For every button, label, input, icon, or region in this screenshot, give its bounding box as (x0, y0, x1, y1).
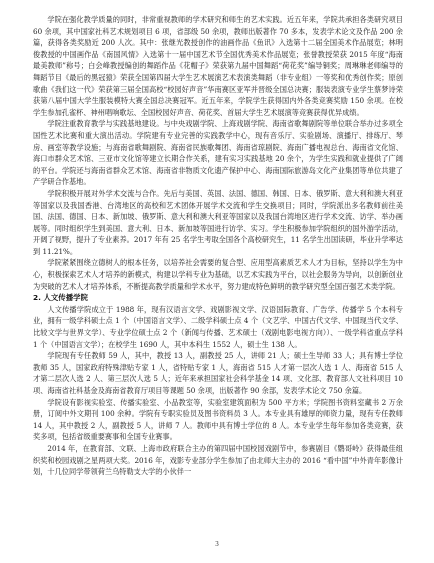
page-body (33, 14, 403, 478)
section-paragraph-faculty: 学院现有专任教师 59 人，其中，教授 13 人，副教授 25 人，讲师 21 人；硕士生导师 33 人；具有博士学位教师 35 人，国家政府特殊津贴专家 1 人，省特贴专家 1 人，海南省 515 人才第一层次人选 1 人、海南省 515 人才第二层次人选 2 人、第三层次人选 5 人；近年来承担国家社会科学基金 14 项、文化部、教育部人文社科项目 10 项、海南省社科基金及海南省教育厅项目等课题 50 余项，出版著作 90 余部，发表学术论文 750 余篇。 (33, 351, 403, 395)
intro-paragraph-practice-base: 学院注重教育教学与实践基地建设。与中央戏剧学院、上海戏剧学院、海南省歌舞剧院等单位联合举办过多项全国性艺术比赛和重大演出活动。学院建有专业完善的实践教学中心，现有音乐厅、实验剧场、演播厅、排练厅、琴房、画室等教学设施；与海南省歌舞剧院、海南省民族歌舞团、海南省琼剧院、海南广播电视总台、海南省文化馆、海口市群众艺术馆、三亚市文化馆等建立长期合作关系，建有实习实践基地 20 余个，为学生实践和就业提供了广阔的平台。学院还与海南省群众艺术馆、海南省非物质文化遗产保护中心、海南国际旅游岛文化产业集团等单位共建了产学研合作基地。 (33, 119, 403, 187)
section-paragraph-awards: 2014 年，在教育部、文联、上海市政府联合主办的第四届中国校园戏剧节中，参赛剧目《鹦哥岭》获得最佳组织奖和校园戏剧之星两项大奖。2016 年，戏影专业部分学生参加了由北师大主办的 2016 “看中国”中外青年影像计划，十几位同学带领荷兰乌特勒支大学的小伙伴一 (33, 443, 403, 477)
page-number: 3 (215, 540, 219, 548)
section-paragraph-overview: 人文传播学院成立于 1988 年，现有汉语言文学、戏剧影视文学、汉语国际教育、广告学、传播学 5 个本科专业，拥有一级学科硕士点 1 个（中国语言文学）、二级学科硕士点 4 个（文艺学、中国古代文学、中国现当代文学、比较文学与世界文学）、专业学位硕士点 2 个（新闻与传播、艺术硕士（戏剧电影电视方向））、一级学科省重点学科 1 个（中国语言文学）；在校学生 1690 人，其中本科生 1552 人，硕士生 138 人。 (33, 304, 403, 349)
intro-paragraph-research: 学院在强化教学质量的同时，非常重视教师的学术研究和师生的艺术实践。近五年来，学院共承担各类研究项目 60 余项，其中国家社科艺术规划项目 6 项，省部级 50 余项，教师出版著作 70 多本，发表学术论文及作品 200 余篇，获得各类奖励近 200 人次。其中：张继光教授创作的油画作品《鱼讯》入选第十二届全国美术作品展览；林明俊教授的中国画作品《南国风情》入选第十一届中国艺术节全国优秀美术作品展览；张誉教授荣获 2015 年度“海南最美教师”称号；白会峰教授编创的舞蹈作品《花帽子》荣获第九届中国舞蹈“荷花奖”编导铜奖；周琳琳老师编导的舞蹈节目《最后的黑冠猿》荣获全国第四届大学生艺术展演艺术表演类舞蹈（非专业组）一等奖和优秀创作奖；原创歌曲《我们这一代》荣获第三届全国高校“校园好声音”华南赛区亚军并晋级全国总决赛；服装表演专业学生蔡梦诗荣获第八届中国大学生服装模特大赛全国总决赛冠军。近五年来，学院学生获得国内外各类竞赛奖励 150 余项。在校学生参加孔雀杯、神州唱响歌坛、全国校园好声音、荷花奖、首届大学生艺术展演等竞赛获得优异成绩。 (33, 15, 403, 117)
intro-paragraph-exchange: 学院积极开展对外学术交流与合作。先后与美国、英国、法国、德国、韩国、日本、俄罗斯、意大利和澳大利亚等国家以及我国香港、台湾地区的高校和艺术团体开展学术交流和学生交换项目；同时，学院派出多名教师前往美国、法国、德国、日本、新加坡、俄罗斯、意大利和澳大利亚等国家以及我国台湾地区进行学术交流、访学、举办画展等。同时组织学生到美国、意大利、日本、新加坡等国进行访学、实习。学生积极参加学院组织的国外游学活动，开阔了视野，提升了专业素养。2017 年有 25 名学生考取全国各个高校研究生，11 名学生出国读研，毕业升学率达到 11.21%。 (33, 188, 403, 256)
section-paragraph-facilities: 学院设有影视实验室、传播实验室、小品教室等，实验室建筑面积为 500 平方米；学院图书资料室藏书 2 万余册，订阅中外文期刊 100 余种。学院有专职实验员及图书资料员 3 人。本专业具有雄厚的师资力量，现有专任教师 14 人，其中教授 2 人，副教授 5 人，讲师 7 人。教师中具有博士学位的 8 人。本专业学生每年参加各类竞赛，获奖多项，包括省级重要赛事和全国专业赛事。 (33, 397, 403, 442)
intro-paragraph-mission: 学院紧紧围绕立德树人的根本任务，以培养社会需要的复合型、应用型高素质艺术人才为目标，坚持以学生为中心，积极探索艺术人才培养的新模式，构建以学科专业为基础，以艺术实践为平台，以社会服务为导向，以创新创业为突破的艺术人才培养体系，不断提高教学质量和学术水平，努力建成特色鲜明的教学研究型全国百强艺术类学院。 (33, 258, 403, 291)
section-heading: 2. 人文传播学院 (33, 293, 88, 303)
